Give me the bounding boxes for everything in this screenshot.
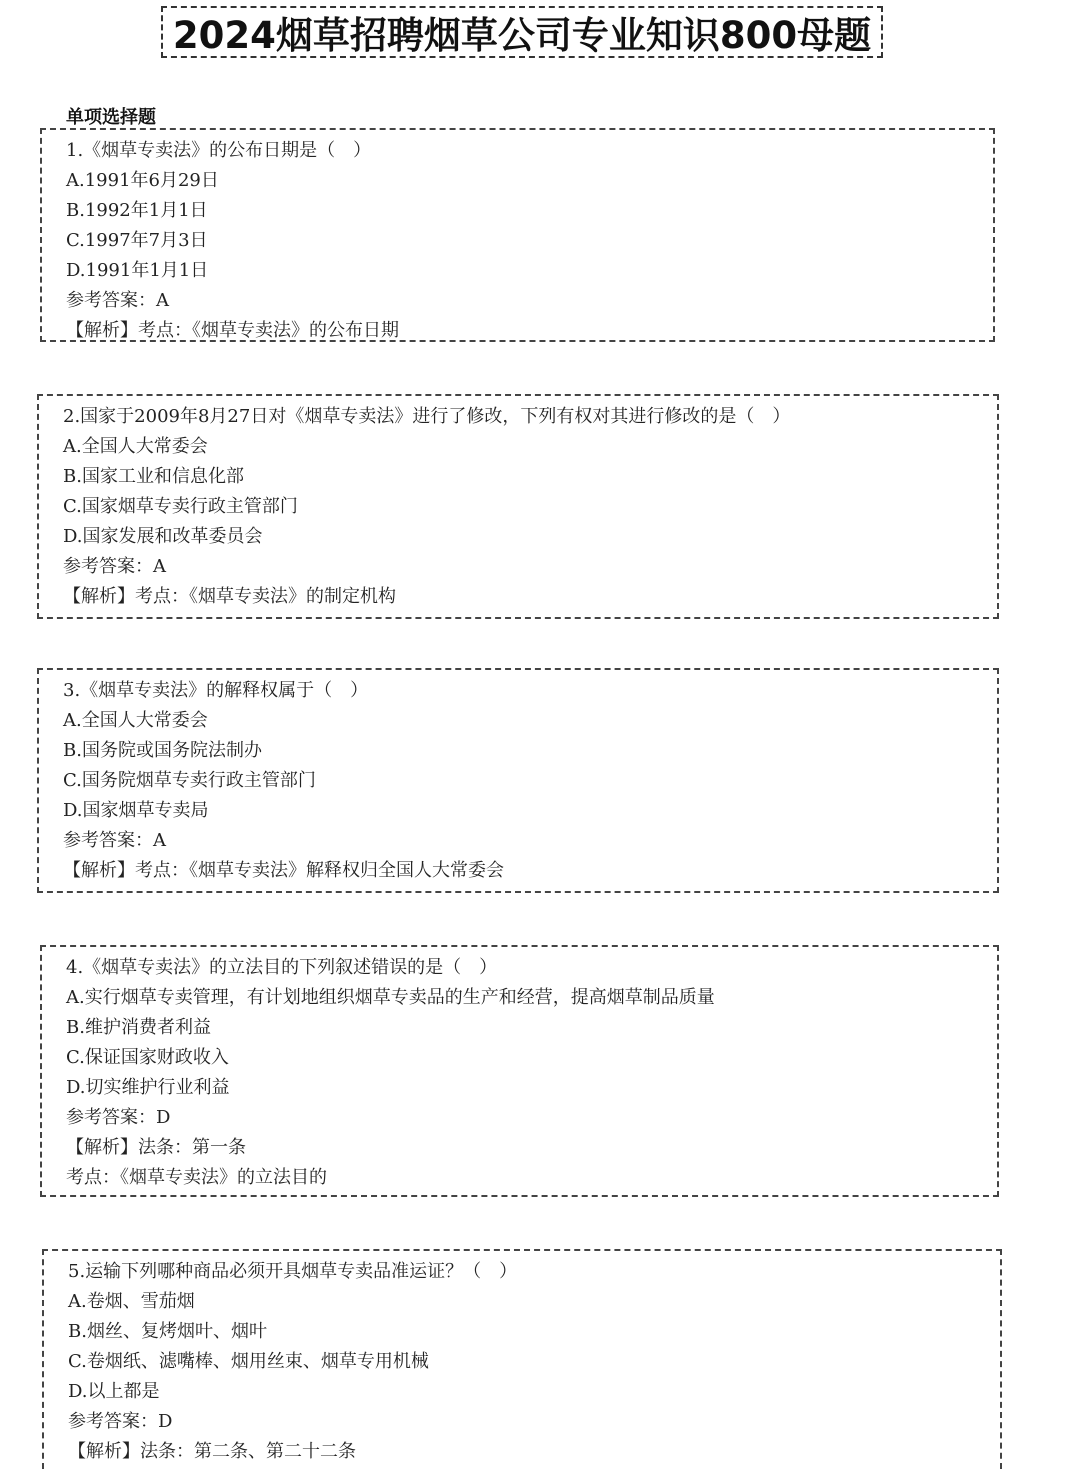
answer: 参考答案：A [66,290,169,311]
explanation: 【解析】考点：《烟草专卖法》解释权归全国人大常委会 [63,860,504,881]
answer: 参考答案：D [68,1411,173,1432]
option-b: B.国务院或国务院法制办 [63,740,262,761]
explanation: 【解析】考点：《烟草专卖法》的制定机构 [63,586,396,607]
option-d: D.国家发展和改革委员会 [63,526,263,547]
section-label: 单项选择题 [66,107,156,128]
question-stem: 1.《烟草专卖法》的公布日期是（ ） [66,140,372,161]
explanation: 【解析】法条：第二条、第二十二条 [68,1441,356,1462]
option-c: C.国务院烟草专卖行政主管部门 [63,770,316,791]
option-a: A.1991年6月29日 [66,170,219,191]
option-d: D.切实维护行业利益 [66,1077,230,1098]
explanation-point: 考点：《烟草专卖法》的立法目的 [66,1167,327,1188]
question-card [37,394,999,619]
explanation: 【解析】考点：《烟草专卖法》的公布日期 [66,320,399,341]
option-b: B.国家工业和信息化部 [63,466,244,487]
answer: 参考答案：A [63,556,166,577]
option-d: D.国家烟草专卖局 [63,800,209,821]
question-stem: 3.《烟草专卖法》的解释权属于（ ） [63,680,369,701]
document-title: 2024烟草招聘烟草公司专业知识800母题 [161,6,883,58]
option-b: B.烟丝、复烤烟叶、烟叶 [68,1321,267,1342]
question-stem: 4.《烟草专卖法》的立法目的下列叙述错误的是（ ） [66,957,498,978]
option-c: C.国家烟草专卖行政主管部门 [63,496,298,517]
option-d: D.以上都是 [68,1381,160,1402]
option-c: C.保证国家财政收入 [66,1047,229,1068]
option-c: C.1997年7月3日 [66,230,208,251]
option-a: A.卷烟、雪茄烟 [68,1291,195,1312]
question-card [40,128,995,342]
option-d: D.1991年1月1日 [66,260,209,281]
answer: 参考答案：D [66,1107,171,1128]
option-a: A.全国人大常委会 [63,710,208,731]
option-a: A.全国人大常委会 [63,436,208,457]
question-card [37,668,999,893]
option-a: A.实行烟草专卖管理，有计划地组织烟草专卖品的生产和经营，提高烟草制品质量 [66,987,715,1008]
option-b: B.1992年1月1日 [66,200,208,221]
question-card [42,1249,1002,1469]
question-stem: 5.运输下列哪种商品必须开具烟草专卖品准运证？（ ） [68,1261,518,1282]
question-card [40,945,999,1197]
question-stem: 2.国家于2009年8月27日对《烟草专卖法》进行了修改，下列有权对其进行修改的是（ ） [63,406,791,427]
answer: 参考答案：A [63,830,166,851]
option-c: C.卷烟纸、滤嘴棒、烟用丝束、烟草专用机械 [68,1351,429,1372]
option-b: B.维护消费者利益 [66,1017,211,1038]
explanation: 【解析】法条：第一条 [66,1137,246,1158]
